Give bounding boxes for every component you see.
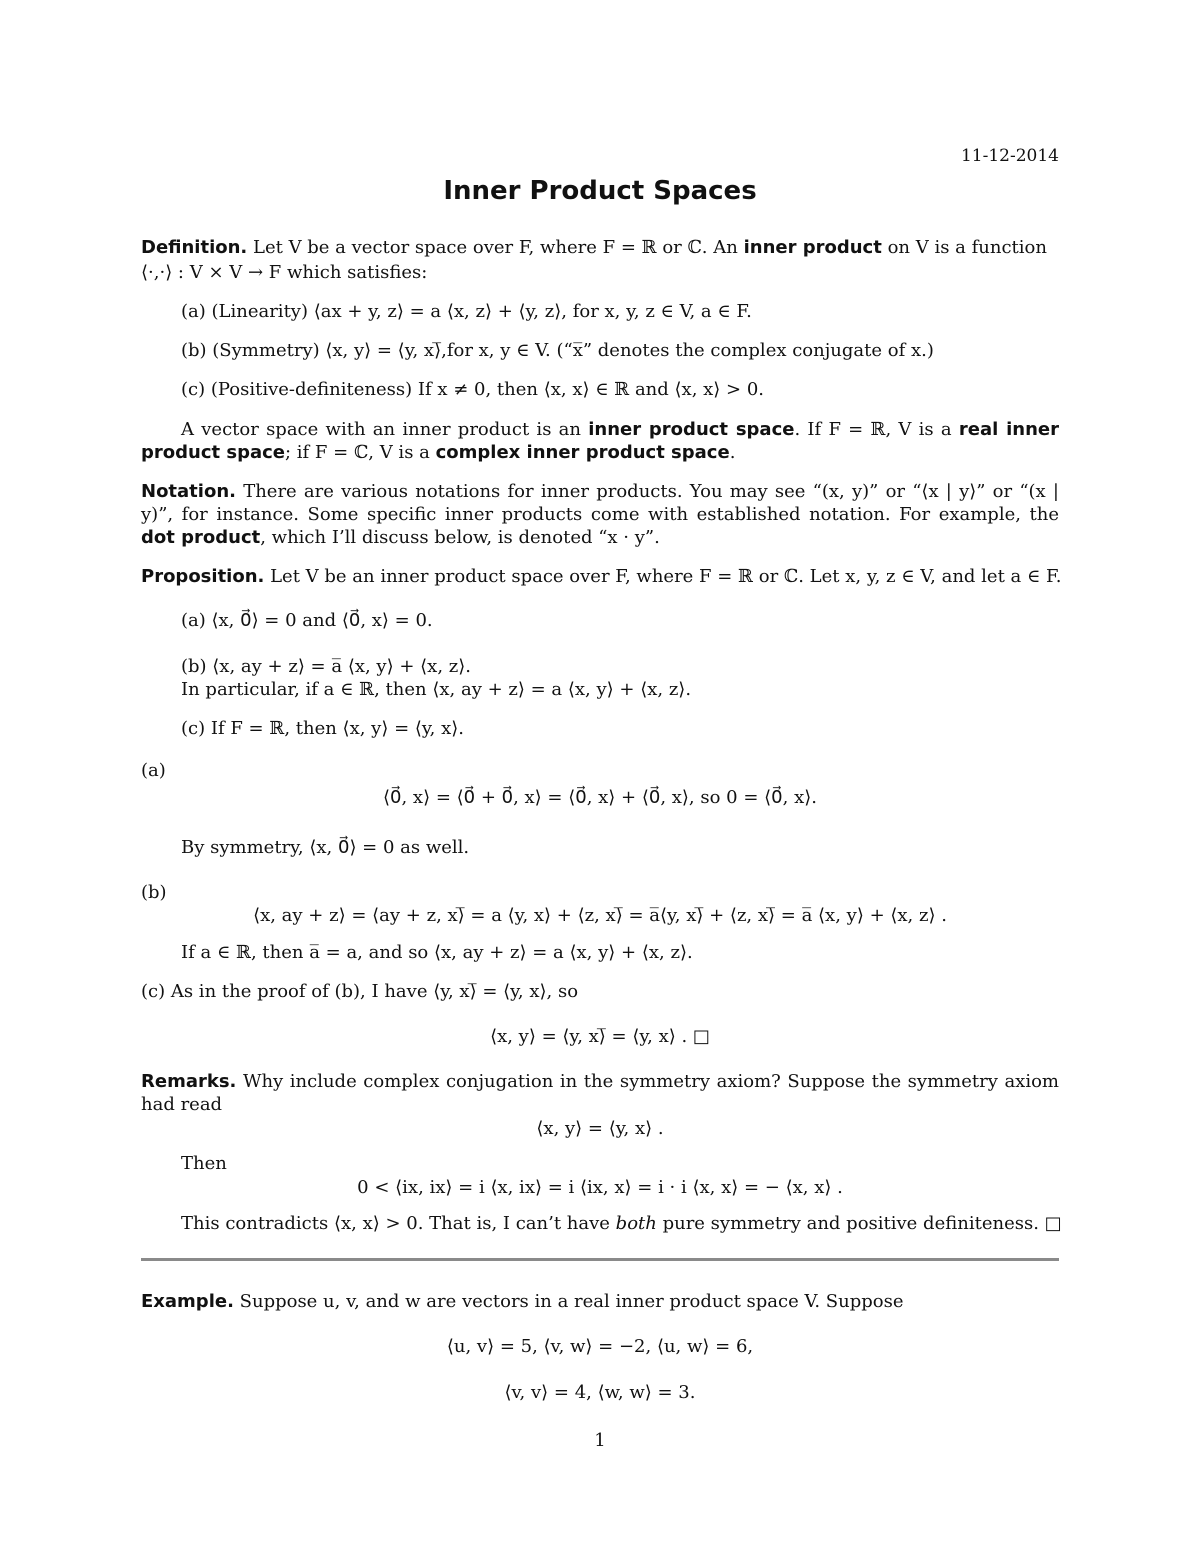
remarks-equation-2: 0 < ⟨ix, ix⟩ = i ⟨x, ix⟩ = i ⟨ix, x⟩ = i · i ⟨x, x⟩ = − ⟨x, x⟩ . xyxy=(357,1177,843,1198)
example-paragraph xyxy=(141,1291,903,1312)
summary-text-b: . If F = ℝ, V is a xyxy=(794,419,959,440)
remarks-paragraph xyxy=(141,1070,1059,1116)
definition-item-b: (b) (Symmetry) ⟨x, y⟩ = ⟨y, x⟩̅,for x, y ∈ V. (“x̅” denotes the complex conjugate of x.) xyxy=(181,340,934,361)
section-divider xyxy=(141,1258,1059,1261)
definition-line2: ⟨·,·⟩ : V × V → F which satisfies: xyxy=(141,262,428,283)
date: 11-12-2014 xyxy=(960,146,1059,166)
notation-text-b: , which I’ll discuss below, is denoted “x · y”. xyxy=(260,527,660,548)
notation-paragraph xyxy=(141,480,1059,549)
summary-text-c: ; if F = ℂ, V is a xyxy=(285,442,436,463)
proposition-paragraph xyxy=(141,566,1061,587)
term-dot-product: dot product xyxy=(141,527,261,548)
proof-b-label: (b) xyxy=(141,882,167,903)
definition-item-a: (a) (Linearity) ⟨ax + y, z⟩ = a ⟨x, z⟩ + ⟨y, z⟩, for x, y, z ∈ V, a ∈ F. xyxy=(181,301,752,322)
remarks-conclusion xyxy=(181,1213,1062,1234)
definition-text-end: on V is a function xyxy=(881,237,1047,258)
definition-paragraph xyxy=(141,236,1059,259)
proposition-text: Let V be an inner product space over F, where F = ℝ or ℂ. Let x, y, z ∈ V, and let a ∈ F. xyxy=(264,566,1062,587)
term-complex-inner-product-space: complex inner product space xyxy=(435,442,730,463)
notation-label: Notation. xyxy=(141,481,236,502)
term-real-inner-product-space: real inner product space xyxy=(141,419,1059,463)
remarks-label: Remarks. xyxy=(141,1071,237,1092)
definition-item-c: (c) (Positive-definiteness) If x ≠ 0, then ⟨x, x⟩ ∈ ℝ and ⟨x, x⟩ > 0. xyxy=(181,379,765,400)
conclusion-text-a: This contradicts ⟨x, x⟩ > 0. That is, I can’t have xyxy=(181,1213,616,1234)
notation-text-a: There are various notations for inner products. You may see “(x, y)” or “⟨x | y⟩” or “(x | y)”, for instance. Some specific inner products come with established notation. For example, the xyxy=(141,481,1059,525)
definition-label: Definition. xyxy=(141,237,248,258)
proposition-label: Proposition. xyxy=(141,566,265,587)
summary-text-a: A vector space with an inner product is an xyxy=(181,419,589,440)
example-equation-2: ⟨v, v⟩ = 4, ⟨w, w⟩ = 3. xyxy=(504,1382,696,1403)
definition-summary xyxy=(141,418,1059,464)
term-inner-product-space: inner product space xyxy=(588,419,795,440)
page-number: 1 xyxy=(594,1430,606,1451)
remarks-then: Then xyxy=(181,1153,227,1174)
definition-term: inner product xyxy=(743,237,882,258)
remarks-equation-1: ⟨x, y⟩ = ⟨y, x⟩ . xyxy=(536,1118,664,1139)
page-title: Inner Product Spaces xyxy=(443,176,757,206)
proposition-item-b: (b) ⟨x, ay + z⟩ = a̅ ⟨x, y⟩ + ⟨x, z⟩. xyxy=(181,656,471,677)
proof-a-label: (a) xyxy=(141,760,166,781)
proposition-item-a: (a) ⟨x, 0⃗⟩ = 0 and ⟨0⃗, x⟩ = 0. xyxy=(181,610,433,631)
proof-a-equation: ⟨0⃗, x⟩ = ⟨0⃗ + 0⃗, x⟩ = ⟨0⃗, x⟩ + ⟨0⃗, x⟩, so 0 = ⟨0⃗, x⟩. xyxy=(383,787,817,808)
proposition-item-c: (c) If F = ℝ, then ⟨x, y⟩ = ⟨y, x⟩. xyxy=(181,718,465,739)
remarks-text: Why include complex conjugation in the symmetry axiom? Suppose the symmetry axiom had read xyxy=(141,1071,1059,1115)
example-label: Example. xyxy=(141,1291,234,1312)
definition-text: Let V be a vector space over F, where F = ℝ or ℂ. An xyxy=(247,237,744,258)
conclusion-emphasis: both xyxy=(615,1213,657,1234)
proof-c-line: (c) As in the proof of (b), I have ⟨y, x⟩̅ = ⟨y, x⟩, so xyxy=(141,981,579,1002)
summary-text-d: . xyxy=(729,442,736,463)
proof-b-note: If a ∈ ℝ, then a̅ = a, and so ⟨x, ay + z⟩ = a ⟨x, y⟩ + ⟨x, z⟩. xyxy=(181,942,693,963)
conclusion-text-b: pure symmetry and positive definiteness. □ xyxy=(656,1213,1062,1234)
proof-b-equation: ⟨x, ay + z⟩ = ⟨ay + z, x⟩̅ = a ⟨y, x⟩ + ⟨z, x⟩̅ = a̅⟨y, x⟩̅ + ⟨z, x⟩̅ = a̅ ⟨x, y⟩ + ⟨x, z⟩ . xyxy=(253,905,947,926)
proof-c-equation: ⟨x, y⟩ = ⟨y, x⟩̅ = ⟨y, x⟩ . □ xyxy=(490,1026,710,1047)
proposition-item-b-note: In particular, if a ∈ ℝ, then ⟨x, ay + z⟩ = a ⟨x, y⟩ + ⟨x, z⟩. xyxy=(181,679,692,700)
example-text: Suppose u, v, and w are vectors in a real inner product space V. Suppose xyxy=(233,1291,904,1312)
proof-a-note: By symmetry, ⟨x, 0⃗⟩ = 0 as well. xyxy=(181,837,470,858)
example-equation-1: ⟨u, v⟩ = 5, ⟨v, w⟩ = −2, ⟨u, w⟩ = 6, xyxy=(446,1336,754,1357)
